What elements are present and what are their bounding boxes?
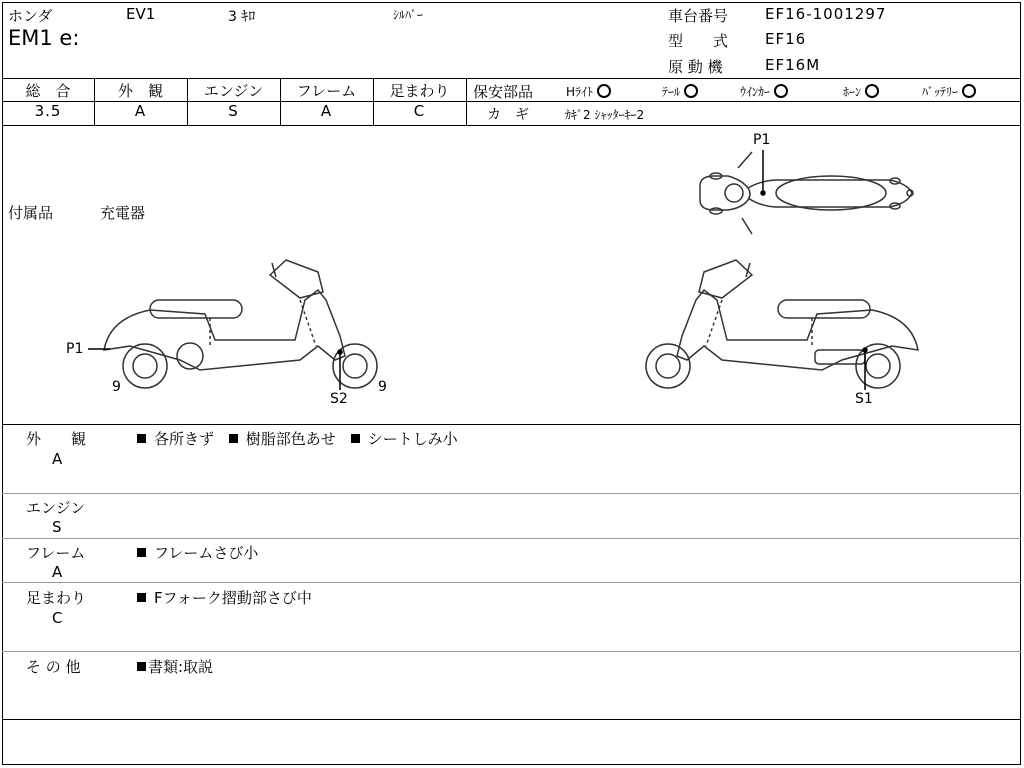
grade-value-total: 3.5 (34, 102, 62, 120)
safety-label: 保安部品 (473, 83, 534, 101)
remark-note: 樹脂部色あせ (245, 430, 336, 448)
scooter-top-view (700, 150, 913, 234)
remark-category-other: そ の 他 (26, 658, 81, 676)
remark-grade-engine: S (52, 518, 62, 536)
remark-notes-frame (137, 542, 258, 563)
ok-circle-icon (865, 84, 879, 98)
accessories-label: 付属品 (8, 204, 54, 222)
ok-circle-icon (962, 84, 976, 98)
safety-item-label: ﾃｰﾙ (662, 85, 681, 99)
diagram-label-p1-top: P1 (753, 132, 771, 148)
safety-item-label: ﾊﾞｯﾃﾘｰ (922, 85, 959, 99)
bullet-square-icon (351, 434, 360, 443)
remark-grade-frame: A (52, 563, 63, 581)
scooter-diagram (0, 126, 1024, 424)
divider (2, 78, 1021, 79)
maker-text: ホンダ (8, 7, 53, 25)
remark-category-frame: フレーム (26, 544, 86, 562)
key-label: カ ギ (487, 107, 529, 123)
grade-value-exterior: A (134, 102, 147, 120)
remark-note: 書類:取説 (148, 658, 214, 676)
grade-header-suspension: 足まわり (389, 82, 450, 100)
remark-notes-suspension (137, 587, 312, 608)
remark-category-exterior: 外 観 (26, 430, 87, 448)
key-value: ｶｷﾞ2 ｼｬｯﾀｰｷｰ2 (565, 108, 645, 122)
diagram-label-p1-side: P1 (66, 341, 84, 357)
divider (2, 424, 1021, 425)
diagram-label-s2: S2 (330, 391, 348, 407)
bullet-square-icon (137, 434, 146, 443)
grade-header-engine: エンジン (203, 82, 264, 100)
type-label: 型 式 (668, 32, 729, 50)
safety-item-label: Hﾗｲﾄ (566, 85, 594, 99)
grade-header-total: 総 合 (25, 82, 71, 100)
divider (467, 101, 1021, 102)
mileage-text: 3 ｷﾛ (228, 9, 256, 25)
accessories-value: 充電器 (100, 204, 146, 222)
remark-note: シートしみ小 (367, 430, 458, 448)
divider (2, 651, 1021, 652)
divider (2, 493, 1021, 494)
remark-category-suspension: 足まわり (26, 589, 87, 607)
grade-header-frame: フレーム (296, 82, 357, 100)
scooter-left-view (88, 260, 377, 390)
safety-item-battery (922, 83, 976, 100)
divider (2, 538, 1021, 539)
remark-grade-exterior: A (52, 450, 63, 468)
divider (466, 78, 467, 125)
remark-note: Fフォーク摺動部さび中 (154, 589, 312, 607)
safety-item-horn (843, 83, 879, 100)
grade-value-frame: A (320, 102, 333, 120)
remark-category-engine: エンジン (26, 499, 86, 517)
bullet-square-icon (137, 548, 146, 557)
remark-notes-exterior (137, 428, 458, 449)
diagram-label-s1: S1 (855, 391, 873, 407)
engine-label: 原 動 機 (668, 58, 723, 76)
diagram-label-9-left: 9 (112, 379, 121, 395)
type-value: EF16 (765, 30, 807, 48)
bullet-square-icon (137, 593, 146, 602)
safety-item-winker (740, 83, 788, 100)
divider (2, 582, 1021, 583)
model-name: EM1 e: (8, 26, 80, 50)
remark-note: フレームさび小 (154, 544, 259, 562)
grade-value-engine: S (228, 102, 239, 120)
ok-circle-icon (684, 84, 698, 98)
safety-item-label: ﾎｰﾝ (843, 85, 862, 99)
remark-grade-suspension: C (52, 609, 63, 627)
grade-value-suspension: C (413, 102, 426, 120)
diagram-label-9-right: 9 (378, 379, 387, 395)
ok-circle-icon (774, 84, 788, 98)
remark-notes-other (137, 656, 213, 677)
bullet-square-icon (229, 434, 238, 443)
safety-item-headlight (566, 83, 611, 100)
color-text: ｼﾙﾊﾞｰ (393, 8, 424, 22)
safety-item-label: ｳｲﾝｶｰ (740, 85, 771, 99)
engine-value: EF16M (765, 56, 821, 74)
model-text: EV1 (126, 5, 156, 23)
ok-circle-icon (597, 84, 611, 98)
chassis-value: EF16-1001297 (765, 5, 887, 23)
divider (2, 719, 1021, 720)
remark-note: 各所きず (154, 430, 215, 448)
safety-item-tail (662, 83, 698, 100)
scooter-right-view (646, 260, 918, 390)
chassis-label: 車台番号 (668, 7, 729, 25)
bullet-square-icon (137, 662, 146, 671)
grade-header-exterior: 外 観 (117, 82, 163, 100)
